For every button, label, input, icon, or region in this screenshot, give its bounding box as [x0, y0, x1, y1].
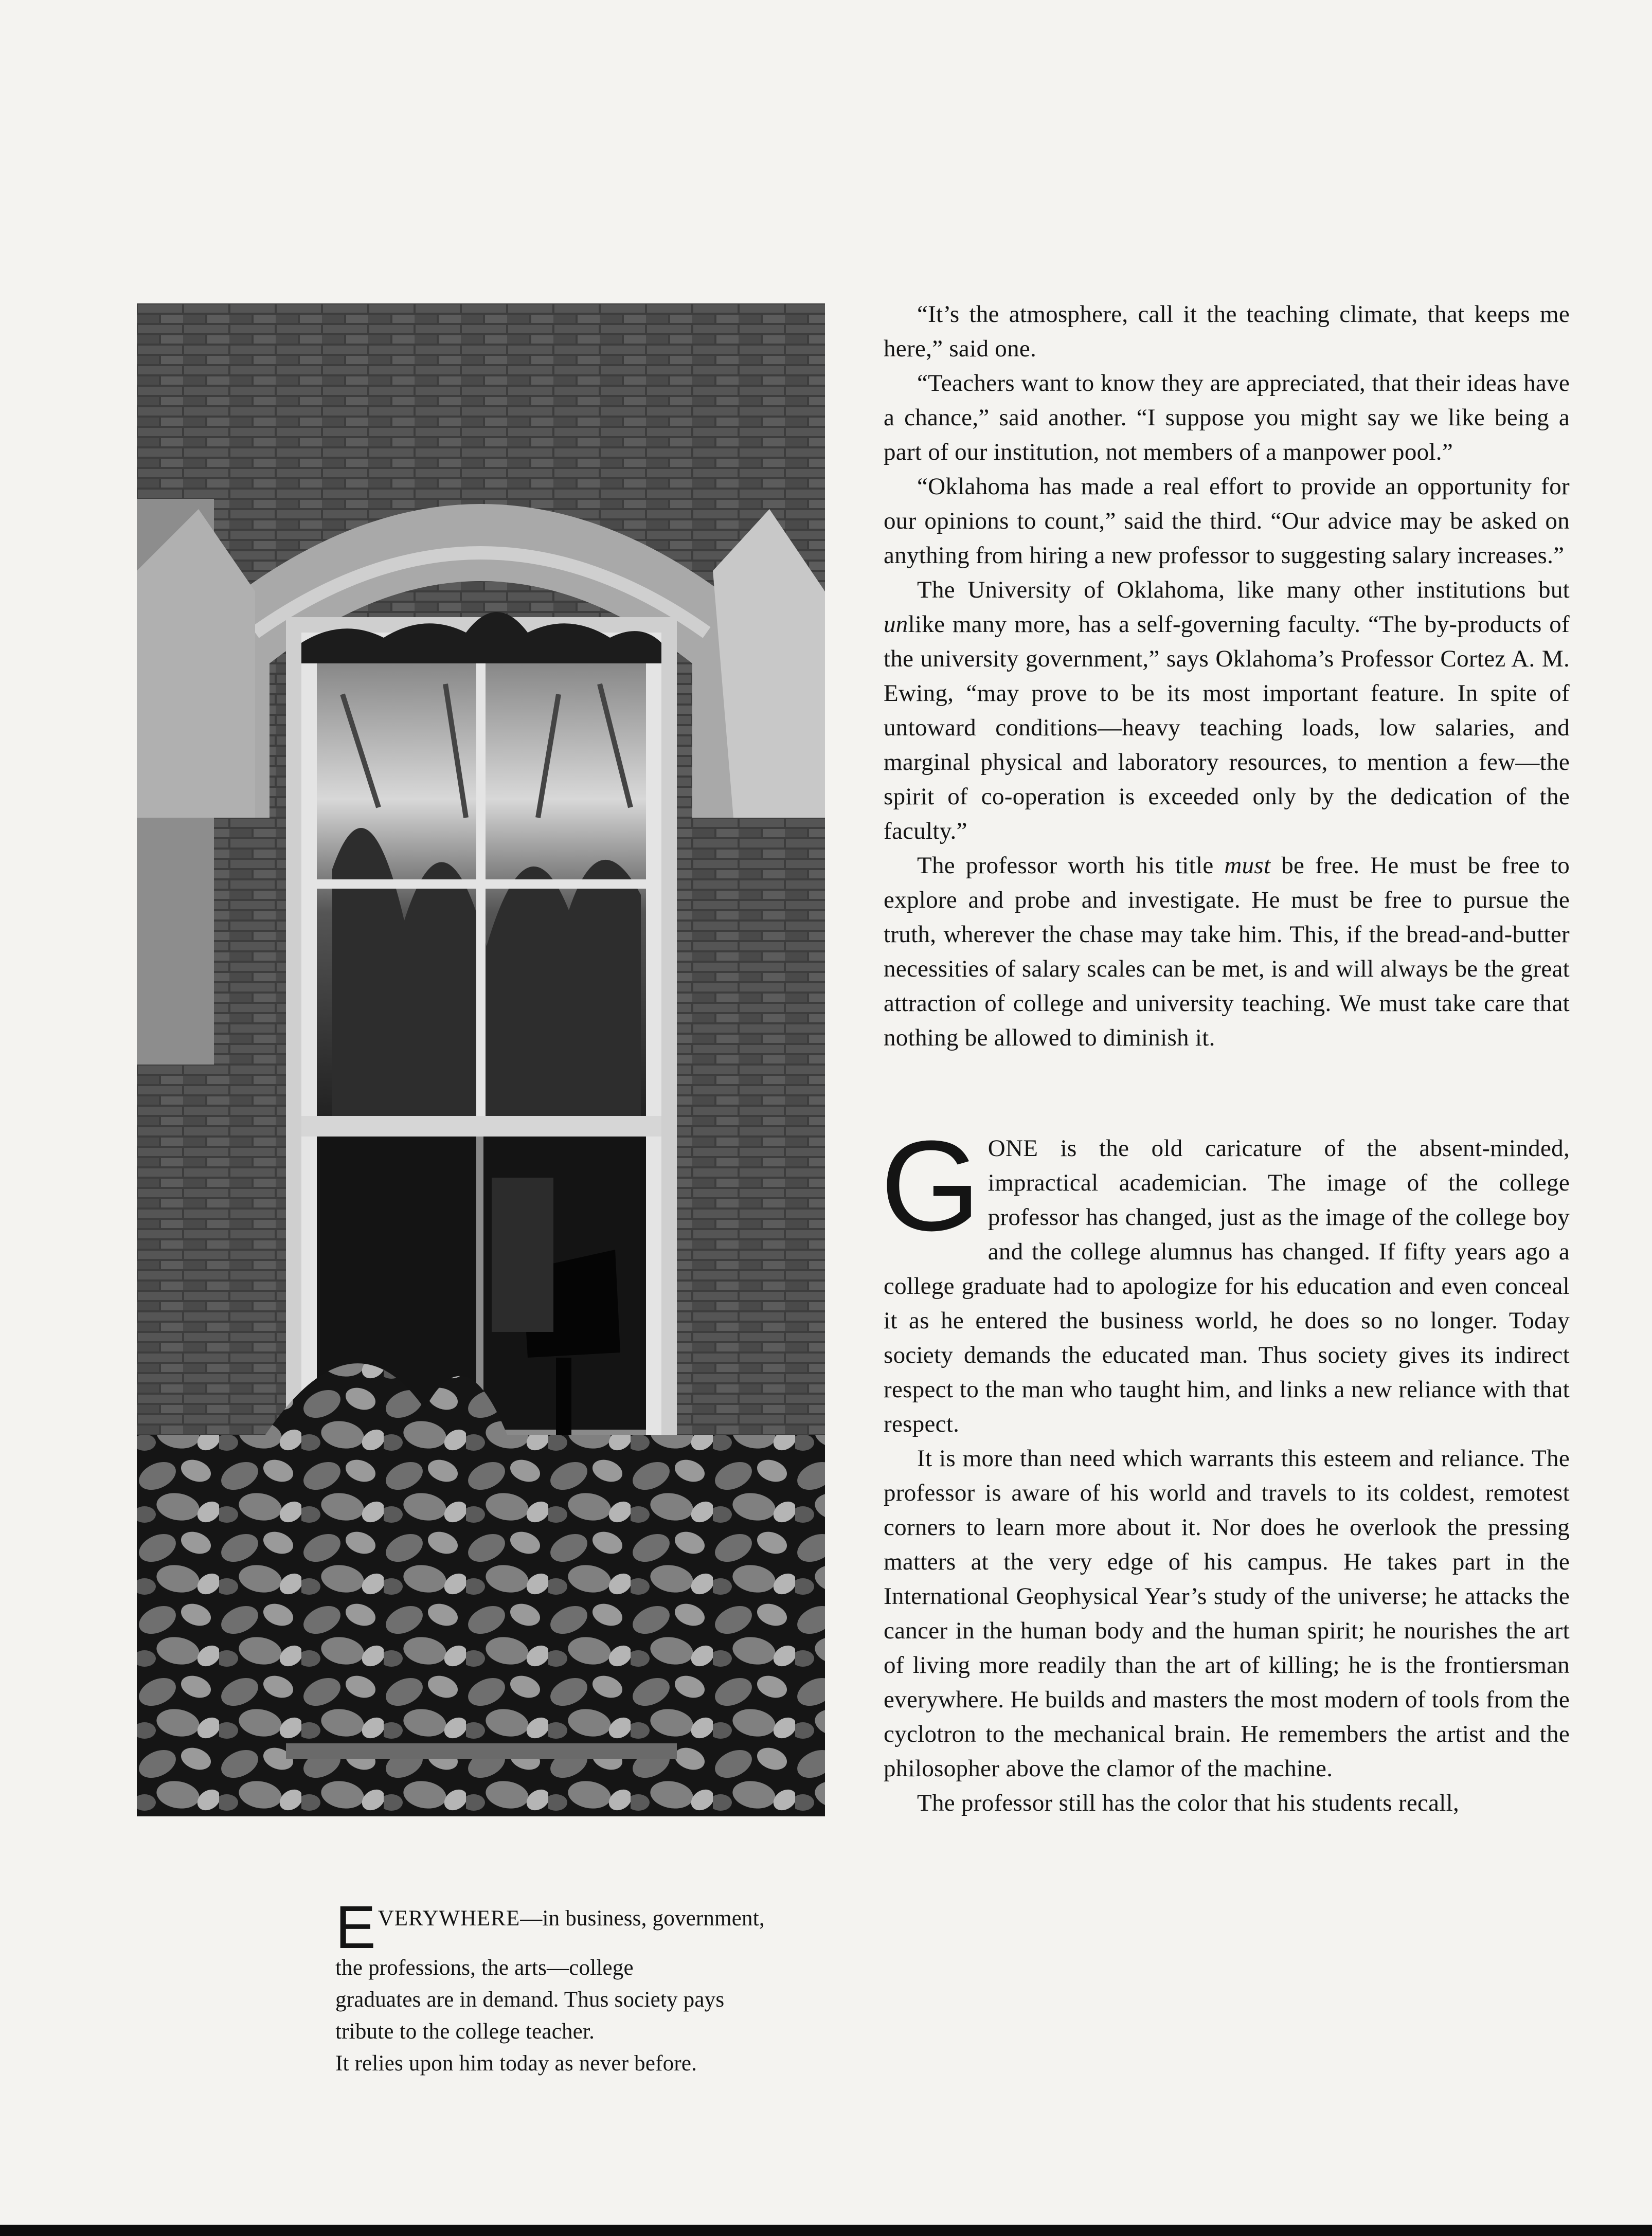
article-paragraph: “It’s the atmosphere, call it the teaching climate, that keeps me here,” said one.	[884, 301, 1570, 362]
article-paragraph	[884, 573, 1570, 849]
drop-cap-letter: G	[881, 1114, 981, 1257]
emphasis-text: must	[1224, 852, 1271, 879]
article-paragraph: “Oklahoma has made a real effort to provide an opportunity for our opinions to count,” said the third. “Our advice may be asked on anything from hiring a new professor to suggesting salary increases.”	[884, 473, 1570, 569]
caption-line: tribute to the college teacher.	[335, 2019, 595, 2044]
paragraph-text: The professor worth his title	[917, 852, 1225, 879]
article-paragraph: The professor still has the color that his students recall,	[917, 1790, 1460, 1816]
brick-building-window-icon	[137, 303, 825, 1816]
emphasis-text: un	[884, 611, 908, 638]
window-photo	[137, 303, 825, 1816]
article-column	[881, 297, 1570, 1820]
caption-first-line	[335, 1894, 824, 1961]
article-section-two	[881, 1114, 1570, 1820]
article-paragraph: “Teachers want to know they are appreciated, that their ideas have a chance,” said another. “I suppose you might say we like being a part of our institution, not members of a manpower pool.”	[884, 370, 1570, 465]
page-bottom-border	[0, 2225, 1652, 2236]
article-paragraph: It is more than need which warrants this esteem and reliance. The professor is aware of his world and travels to its coldest, remotest corners to learn more about it. Nor does he overlook the pressing matters at the very edge of his campus. He takes part in the International Geophysical Year’s study of the universe; he attacks the cancer in the human body and the human spirit; he nourishes the art of living more readily than the art of killing; he is the frontiersman everywhere. He builds and masters the most modern of tools from the cyclotron to the mechanical brain. He remembers the artist and the philosopher above the clamor of the machine.	[884, 1445, 1570, 1782]
caption-line: graduates are in demand. Thus society pays	[335, 1988, 725, 2012]
paragraph-text: be free. He must be free to explore and probe and investigate. He must be free to pursue the truth, wherever the chase may take him. This, if the bread-and-butter necessities of salary scales can be met, is and will always be the great attraction of college and university teaching. We must take care that nothing be allowed to diminish it.	[884, 852, 1570, 1051]
paragraph-text: ONE is the old caricature of the absent-minded, impractical academician. The image of the college professor has changed, just as the image of the college boy and the college alumnus has changed. If fifty years ago a college graduate had to apologize for his education and even conceal it as he entered the business world, he does so no longer. Today society demands the educated man. Thus society gives its indirect respect to the man who taught him, and links a new reliance with that respect.	[884, 1135, 1570, 1437]
photo-caption	[335, 1894, 824, 2080]
caption-smallcaps-word: VERYWHERE	[378, 1906, 520, 1931]
article-paragraph	[884, 849, 1570, 1055]
article-paragraph	[881, 1114, 1570, 1441]
caption-line: —in business, government,	[520, 1906, 765, 1931]
paragraph-text: like many more, has a self-governing faculty. “The by-products of the university government,” says Oklahoma’s Professor Cortez A. M. Ewing, “may prove to be its most important feature. In spite of untoward conditions—heavy teaching loads, low salaries, and marginal physical and laboratory resources, to mention a few—the spirit of co-operation is exceeded only by the dedication of the faculty.”	[884, 611, 1570, 844]
caption-line: It relies upon him today as never before.	[335, 2051, 697, 2076]
caption-drop-letter: E	[335, 1894, 375, 1961]
caption-line: the professions, the arts—college	[335, 1956, 634, 1980]
paragraph-text: The University of Oklahoma, like many other institutions but	[917, 576, 1570, 603]
